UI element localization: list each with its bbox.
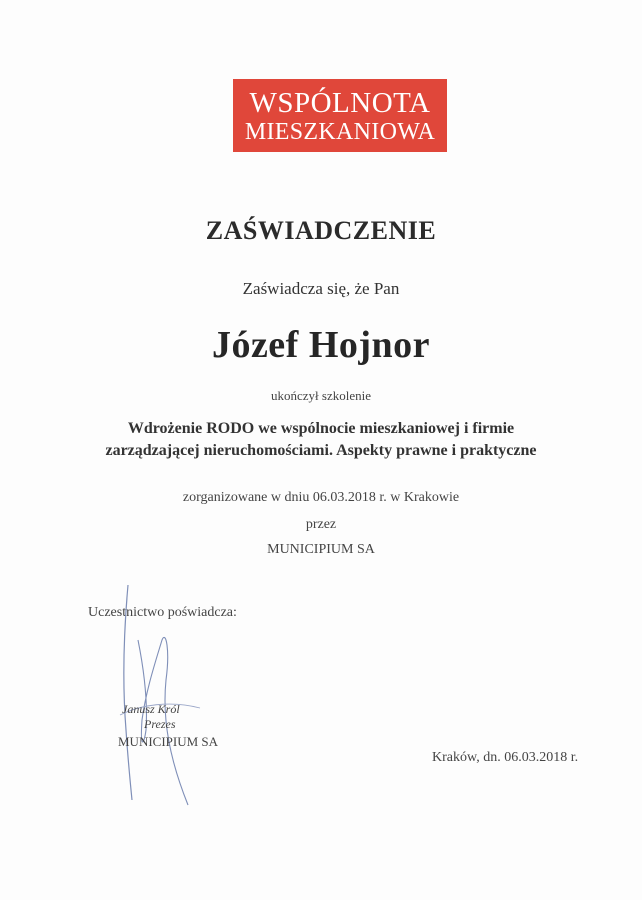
person-name: Józef Hojnor [211,324,431,366]
course-title [0,418,642,462]
logo-line-1: WSPÓLNOTA [249,87,431,119]
course-title-line-2: zarządzającej nieruchomościami. Aspekty prawne i praktyczne [105,442,537,459]
organizer-name: MUNICIPIUM SA [267,542,375,557]
confirmation-label: Uczestnictwo poświadcza: [88,605,237,620]
handwritten-signature [100,570,210,820]
signatory-organization: MUNICIPIUM SA [118,734,219,749]
organized-text: zorganizowane w dniu 06.03.2018 r. w Krakowie [182,490,460,505]
intro-text: Zaświadcza się, że Pan [242,279,400,298]
completed-text: ukończył szkolenie [271,388,371,403]
logo [233,79,447,152]
signatory-name: Janusz Król [122,702,180,716]
course-title-line-1: Wdrożenie RODO we wspólnocie mieszkaniowej i firmie [127,420,515,437]
by-text: przez [305,517,337,532]
signatory-role: Prezes [144,717,176,731]
logo-line-2: MIESZKANIOWA [244,119,436,145]
place-and-date: Kraków, dn. 06.03.2018 r. [432,750,579,765]
document-title: ZAŚWIADCZENIE [205,216,437,245]
